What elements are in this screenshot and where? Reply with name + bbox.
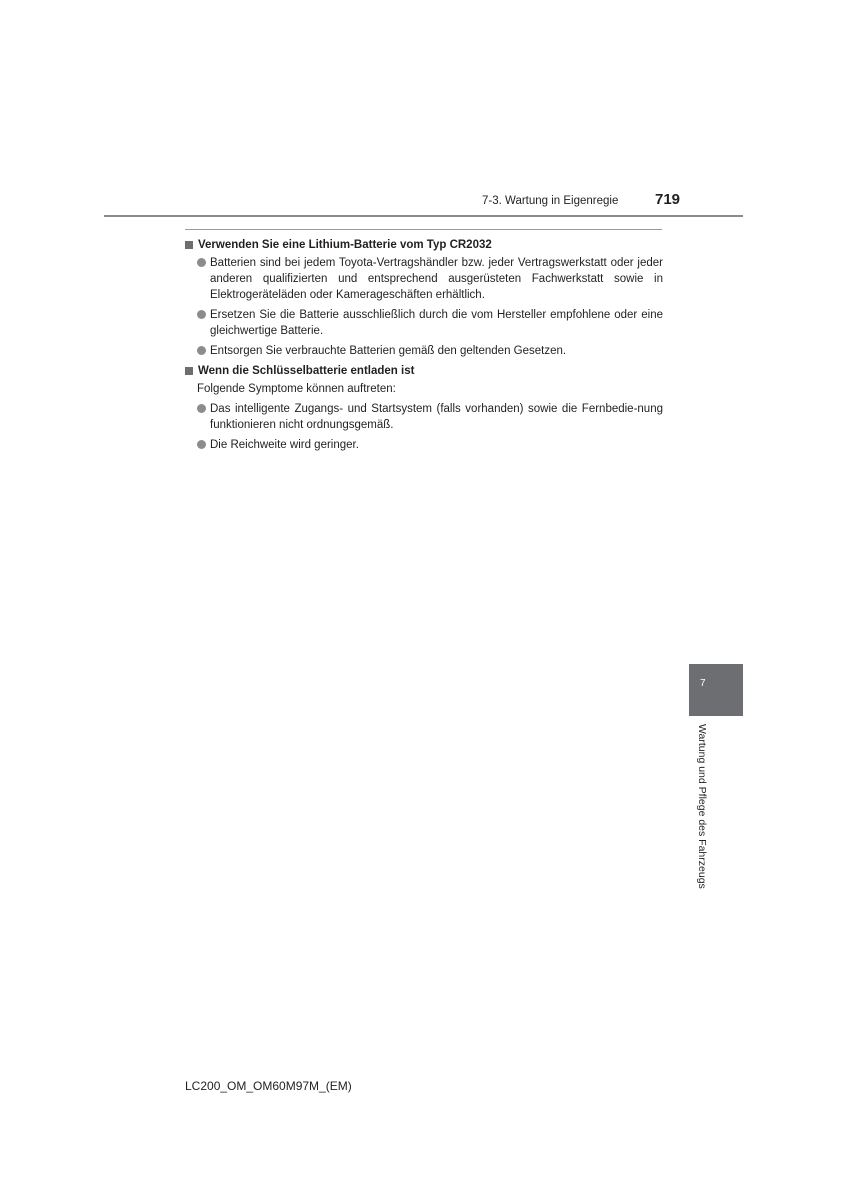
chapter-tab	[689, 664, 743, 716]
round-bullet-icon	[197, 440, 206, 449]
chapter-number: 7	[700, 678, 706, 689]
section-heading-text: Wenn die Schlüsselbatterie entladen ist	[198, 365, 415, 377]
list-item-text: Ersetzen Sie die Batterie ausschließlich durch die vom Hersteller empfohlene oder eine gleichwertige Batterie.	[210, 309, 663, 337]
list-item-text: Entsorgen Sie verbrauchte Batterien gemäß den geltenden Gesetzen.	[210, 345, 567, 357]
square-bullet-icon	[185, 367, 193, 375]
footer-document-code: LC200_OM_OM60M97M_(EM)	[185, 1079, 352, 1093]
section-heading	[185, 237, 663, 253]
list-item	[197, 343, 663, 359]
square-bullet-icon	[185, 241, 193, 249]
list-item-text: Die Reichweite wird geringer.	[210, 439, 359, 451]
header-divider	[104, 215, 743, 217]
list-item	[197, 255, 663, 303]
header-section-title: 7-3. Wartung in Eigenregie	[482, 195, 619, 207]
section-intro: Folgende Symptome können auftreten:	[197, 383, 396, 395]
section-heading	[185, 363, 663, 379]
section-heading-text: Verwenden Sie eine Lithium-Batterie vom Typ CR2032	[198, 239, 492, 251]
list-item	[197, 437, 663, 453]
list-item	[197, 307, 663, 339]
round-bullet-icon	[197, 258, 206, 267]
list-item-text: Das intelligente Zugangs- und Startsystem (falls vorhanden) sowie die Fernbedie-nung funktionieren nicht ordnungsgemäß.	[210, 403, 663, 431]
round-bullet-icon	[197, 310, 206, 319]
round-bullet-icon	[197, 404, 206, 413]
page-number: 719	[655, 191, 681, 208]
list-item-text: Batterien sind bei jedem Toyota-Vertragshändler bzw. jeder Vertragswerkstatt oder jeder anderen qualifizierten und entsprechend ausgerüsteten Fachwerkstatt sowie in Elektrogeräteläden oder Kamerageschäften erhältlich.	[210, 257, 663, 301]
list-item	[197, 401, 663, 433]
chapter-title-vertical: Wartung und Pflege des Fahrzeugs	[696, 724, 708, 889]
round-bullet-icon	[197, 346, 206, 355]
page-content	[185, 237, 663, 457]
content-divider	[185, 229, 662, 230]
